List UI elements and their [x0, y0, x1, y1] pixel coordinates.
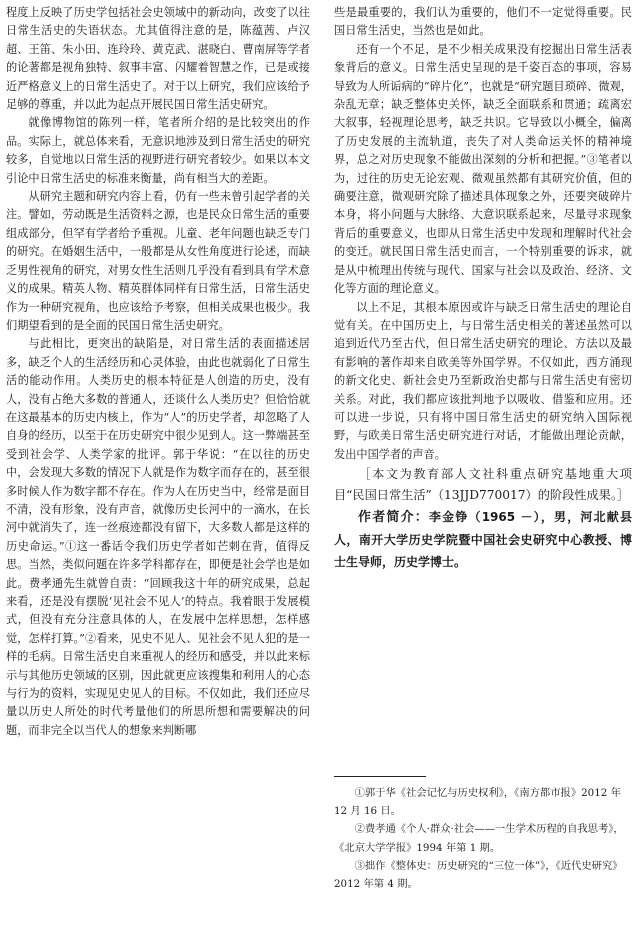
funding-note: ［本文为教育部人文社科重点研究基地重大项目“民国日常生活”（13JJD770017）的阶段性成果。］ — [334, 467, 632, 503]
footnote-1: ①郭于华《社会记忆与历史权利》，《南方都市报》2012 年 12 月 16 日。 — [334, 787, 621, 818]
body-paragraph: 还有一个不足，是不少相关成果没有挖掘出日常生活表象背后的意义。日常生活史呈现的是千姿百态的事项，容易导致为人所诟病的“碎片化”，也就是“研究题目琐碎、微观，杂乱无章；缺乏整体史关怀，缺乏全面联系和贯通；疏离宏大叙事，轻视理论思考，缺乏共识。它导致以小概全，偏离了历史发展的主流轨道，丧失了对人类命运关怀的精神境界，总之对历史现象不能做出深刻的分析和把握。”③笔者以为，过往的历史无论宏观、微观虽然都有其研究价值，但的确要注意，微观研究除了描述具体现象之外，还要突破碎片本身，将小问题与大脉络、大意识联系起来，尽量寻求现象背后的重要意义，也即从日常生活史中发现和理解时代社会的变迁。就民国日常生活史而言，一个特别重要的诉求，就是从中梳理出传统与现代、国家与社会以及政治、经济、文化等方面的理论意义。 — [334, 42, 632, 296]
body-paragraph: 以上不足，其根本原因或许与缺乏日常生活史的理论自觉有关。在中国历史上，与日常生活史相关的著述虽然可以追到近代乃至古代，但日常生活史研究的理论、方法以及最有影响的著作却来自欧美等外国学界。不仅如此，西方涌现的新文化史、新社会史乃至新政治史都与日常生活史有密切关系。对此，我们都应该批判地予以吸收、借鉴和应用。还可以进一步说，只有将中国日常生活史的研究纳入国际视野，与欧美日常生活史研究进行对话，才能做出理论贡献，发出中国学者的声音。 — [334, 300, 632, 461]
left-column — [6, 4, 310, 740]
footnote-divider — [334, 776, 426, 777]
author-bio — [334, 506, 632, 573]
body-paragraph: 就像博物馆的陈列一样，笔者所介绍的是比较突出的作品。实际上，就总体来看，无意识地涉及到日常生活史的研究较多，自觉地以日常生活的视野进行研究者较少。如果以本文引论中日常生活史的标准来衡量，尚有相当大的差距。 — [6, 116, 310, 185]
body-paragraph: 从研究主题和研究内容上看，仍有一些未曾引起学者的关注。譬如，劳动既是生活资料之源，也是民众日常生活的重要组成部分，但罕有学者给予重视。儿童、老年问题也缺乏专门的研究。在婚姻生活中，一般都是从女性角度进行论述，而缺乏男性视角的研究，对男女性生活则几乎没有看到具有学术意义的成果。精英人物、精英群体同样有日常生活，日常生活史作为一种研究视角，也应该给予考察，但相关成果也极少。我们期望看到的是全面的民国日常生活史研究。 — [6, 190, 310, 332]
body-paragraph: 些是最重要的，我们认为重要的，他们不一定觉得重要。民国日常生活史，当然也是如此。 — [334, 6, 632, 38]
footnote-3: ③拙作《整体史：历史研究的“三位一体”》，《近代史研究》2012 年第 4 期。 — [334, 859, 623, 891]
footnotes — [334, 784, 632, 893]
author-label: 作者简介： — [358, 510, 429, 526]
body-paragraph: 与此相比，更突出的缺陷是，对日常生活的表面描述居多，缺乏个人的生活经历和心灵体验，由此也就弱化了日常生活的能动作用。人类历史的根本特征是人创造的历史，没有人，没有占绝大多数的普通人，还谈什么人类历史？但恰恰就在这最基本的历史内核上，作为“人”的历史学者，却忽略了人自身的经历，以至于在历史研究中很少见到人。这一弊端甚至受到社会学、人类学家的批评。郭于华说：“在以往的历史中，会发现大多数的情况下人就是作为数字而存在的，甚至很多时候人作为数字都不存在。作为人在历史当中，经常是面目不清，没有形象，没有声音，就像历史长河中的一滴水，在长河中就消失了，连一丝痕迹都没有留下，大多数人都是这样的历史命运。”①这一番话令我们历史学者如芒刺在背，值得反思。当然，类似问题在许多学科都存在，即便是社会学也是如此。费孝通先生就曾自责：“回顾我这十年的研究成果，总起来看，还是没有摆脱‘见社会不见人’的特点。我着眼于发展模式，但没有充分注意具体的人，在发展中怎样思想，怎样感觉，怎样打算。”②看来，见史不见人、见社会不见人犯的是一样的毛病。日常生活史自来重视人的经历和感受，并以此来标示与其他历史领域的区别，因此就更应该搜集和利用人的心态与行为的资料，实现见史见人的目标。不仅如此，我们还应尽量以历史人所处的时代考量他们的所思所想和需要解决的问题，而非完全以当代人的想象来判断哪 — [6, 337, 310, 737]
footnote-2: ②费孝通《个人·群众·社会——一生学术历程的自我思考》，《北京大学学报》1994 年第 1 期。 — [334, 823, 624, 854]
author-text: 李金铮（1965 －），男，河北献县人，南开大学历史学院暨中国社会史研究中心教授、博士生导师，历史学博士。 — [334, 510, 632, 570]
right-column — [334, 4, 632, 573]
body-paragraph: 程度上反映了历史学包括社会史领域中的新动向，改变了以往日常生活史的失语状态。尤其值得注意的是，陈蕴茜、卢汉超、王笛、朱小田、连玲玲、黄克武、湛晓白、曹南屏等学者的论著都是视角独特、叙事丰富、闪耀着智慧之作，已是或接近严格意义上的日常生活史了。对于以上研究，我们应该给予足够的尊重，并以此为起点开展民国日常生活史研究。 — [6, 6, 310, 112]
